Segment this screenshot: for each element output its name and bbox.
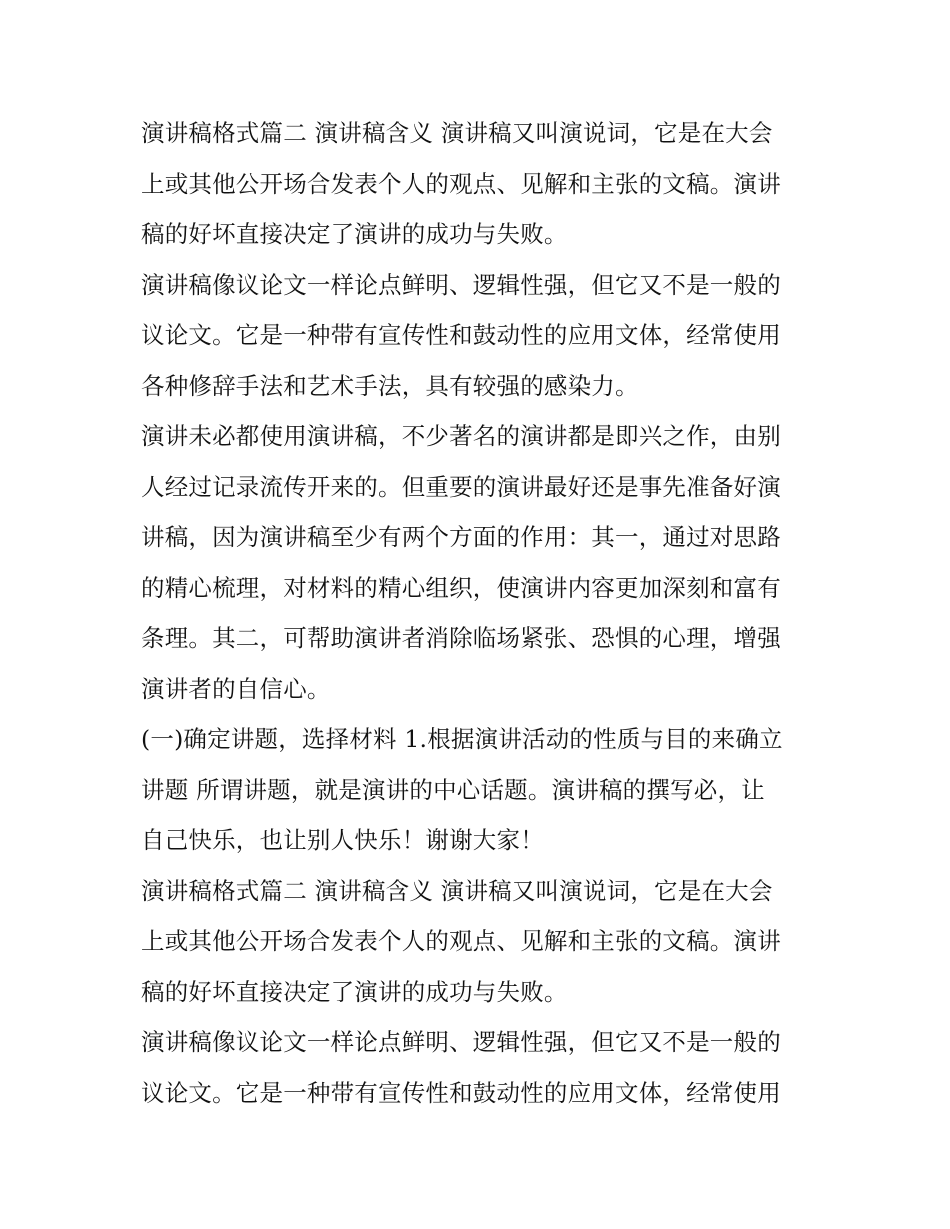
text-line-1: 演讲稿格式篇二 演讲稿含义 演讲稿又叫演说词，它是在大会 (141, 119, 773, 147)
text-line-9: 讲稿，因为演讲稿至少有两个方面的作用：其一，通过对思路 (141, 523, 781, 551)
text-line-18: 稿的好坏直接决定了演讲的成功与失败。 (141, 977, 568, 1006)
text-line-3: 稿的好坏直接决定了演讲的成功与失败。 (141, 220, 568, 248)
text-line-13: (一)确定讲题，选择材料 1.根据演讲活动的性质与目的来确立 (141, 725, 783, 753)
text-line-11: 条理。其二，可帮助演讲者消除临场紧张、恐惧的心理，增强 (141, 624, 781, 652)
text-line-5: 议论文。它是一种带有宣传性和鼓动性的应用文体，经常使用 (141, 321, 781, 349)
text-line-6: 各种修辞手法和艺术手法，具有较强的感染力。 (141, 371, 639, 400)
text-line-4: 演讲稿像议论文一样论点鲜明、逻辑性强，但它又不是一般的 (141, 270, 781, 299)
text-line-15: 自己快乐，也让别人快乐！谢谢大家！ (141, 826, 544, 854)
text-line-10: 的精心梳理，对材料的精心组织，使演讲内容更加深刻和富有 (141, 573, 781, 602)
text-line-19: 演讲稿像议论文一样论点鲜明、逻辑性强，但它又不是一般的 (141, 1028, 781, 1056)
text-line-20: 议论文。它是一种带有宣传性和鼓动性的应用文体，经常使用 (141, 1078, 781, 1107)
text-line-17: 上或其他公开场合发表个人的观点、见解和主张的文稿。演讲 (141, 927, 781, 955)
text-line-16: 演讲稿格式篇二 演讲稿含义 演讲稿又叫演说词，它是在大会 (141, 876, 773, 905)
text-line-7: 演讲未必都使用演讲稿，不少著名的演讲都是即兴之作，由别 (141, 422, 781, 450)
text-line-2: 上或其他公开场合发表个人的观点、见解和主张的文稿。演讲 (141, 169, 781, 198)
text-line-12: 演讲者的自信心。 (141, 674, 331, 703)
text-line-8: 人经过记录流传开来的。但重要的演讲最好还是事先准备好演 (141, 472, 781, 501)
text-line-14: 讲题 所谓讲题，就是演讲的中心话题。演讲稿的撰写必，让 (141, 775, 765, 804)
document-body (141, 108, 821, 1118)
